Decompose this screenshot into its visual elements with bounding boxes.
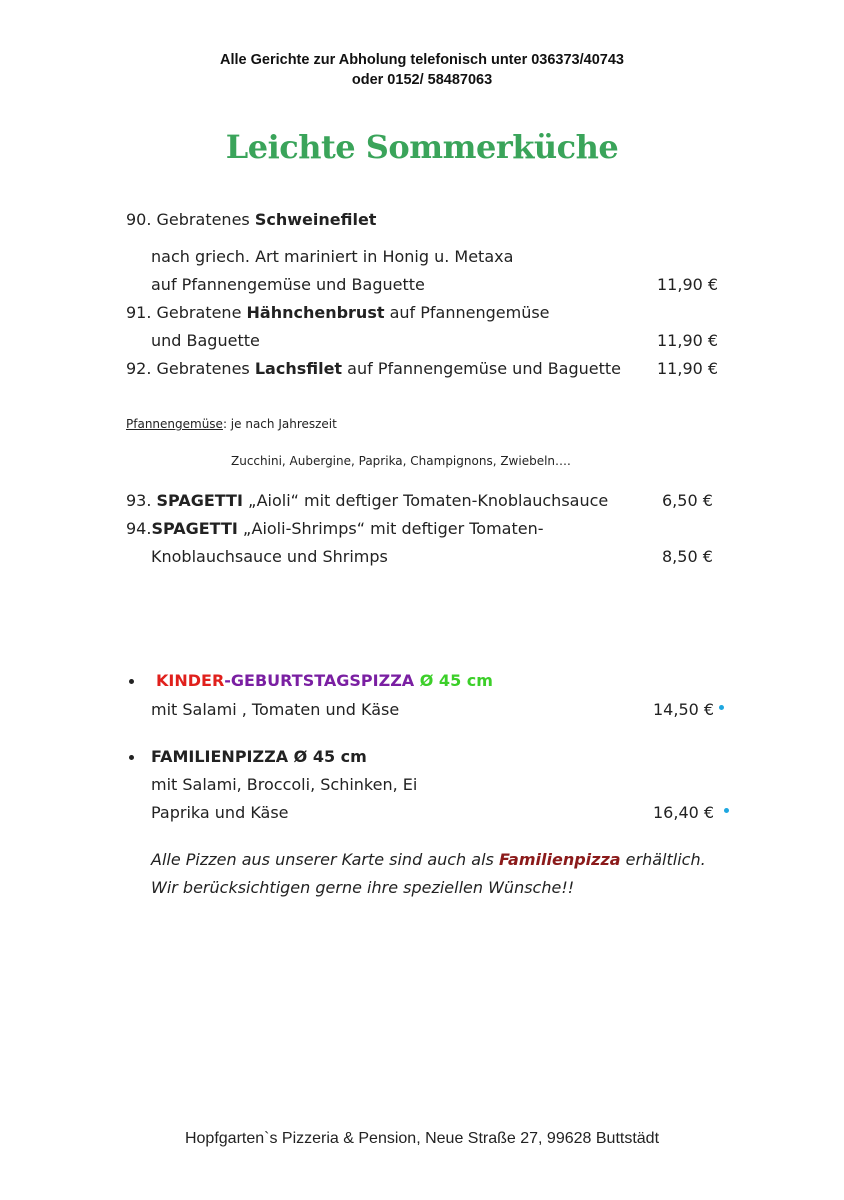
item-92-prefix: 92. Gebratenes: [126, 359, 255, 378]
item-93-suffix: „Aioli“ mit deftiger Tomaten-Knoblauchsauce: [242, 491, 609, 510]
item-90-desc-1: nach griech. Art mariniert in Honig u. Metaxa: [151, 247, 514, 266]
bullet-icon: [129, 755, 134, 760]
item-91-desc: und Baguette: [151, 331, 260, 350]
kinder-pizza-title: [156, 671, 493, 690]
item-92-price: 11,90 €: [657, 359, 719, 378]
family-pizza-desc-2: Paprika und Käse: [151, 803, 289, 822]
item-91-suffix: auf Pfannengemüse: [384, 303, 550, 322]
menu-item-92: [126, 359, 621, 378]
kinder-pizza-price: 14,50 €: [653, 700, 715, 719]
item-94-price: 8,50 €: [662, 547, 713, 566]
closing-line-1: [151, 850, 706, 869]
phone-line-1: Alle Gerichte zur Abholung telefonisch unter 036373/40743: [220, 52, 624, 68]
item-92-name: Lachsfilet: [254, 359, 343, 378]
item-93-prefix: 93.: [126, 491, 157, 510]
closing-line-1-prefix: Alle Pizzen aus unserer Karte sind auch als: [151, 850, 499, 869]
family-pizza-price: 16,40 €: [653, 803, 715, 822]
blue-dot-icon: [719, 705, 724, 710]
vegetable-list: Zucchini, Aubergine, Paprika, Champignons, Zwiebeln….: [231, 454, 571, 468]
item-91-name: Hähnchenbrust: [246, 303, 385, 322]
closing-line-1-suffix: erhältlich.: [620, 850, 706, 869]
vegetable-note: [126, 417, 337, 431]
closing-line-2: Wir berücksichtigen gerne ihre speziellen Wünsche!!: [151, 878, 575, 897]
phone-line-2: oder 0152/ 58487063: [351, 72, 493, 88]
menu-item-90: [126, 210, 376, 229]
item-94-desc: Knoblauchsauce und Shrimps: [151, 547, 388, 566]
blue-dot-icon: [724, 808, 729, 813]
kinder-pizza-title-size: Ø 45 cm: [414, 671, 493, 690]
item-91-price: 11,90 €: [657, 331, 719, 350]
menu-item-94: [126, 519, 544, 538]
item-94-name: SPAGETTI: [151, 519, 238, 538]
closing-familienpizza: Familienpizza: [498, 850, 621, 869]
item-94-suffix: „Aioli-Shrimps“ mit deftiger Tomaten-: [237, 519, 544, 538]
item-93-name: SPAGETTI: [156, 491, 243, 510]
menu-item-93: [126, 491, 608, 510]
menu-item-91: [126, 303, 550, 322]
item-94-prefix: 94.: [126, 519, 152, 538]
item-90-desc-2: auf Pfannengemüse und Baguette: [151, 275, 425, 294]
item-90-prefix: 90. Gebratenes: [126, 210, 255, 229]
kinder-pizza-title-red: KINDER: [156, 671, 225, 690]
bullet-icon: [129, 679, 134, 684]
item-90-price: 11,90 €: [657, 275, 719, 294]
item-90-name: Schweinefilet: [254, 210, 377, 229]
vegetable-note-text: : je nach Jahreszeit: [222, 417, 337, 431]
kinder-pizza-desc: mit Salami , Tomaten und Käse: [151, 700, 400, 719]
item-92-suffix: auf Pfannengemüse und Baguette: [342, 359, 622, 378]
item-91-prefix: 91. Gebratene: [126, 303, 247, 322]
family-pizza-desc-1: mit Salami, Broccoli, Schinken, Ei: [151, 775, 418, 794]
kinder-pizza-title-purple: -GEBURTSTAGSPIZZA: [224, 671, 415, 690]
page-title: Leichte Sommerküche: [225, 128, 619, 166]
family-pizza-title: FAMILIENPIZZA Ø 45 cm: [151, 747, 367, 766]
item-93-price: 6,50 €: [662, 491, 713, 510]
footer-address: Hopfgarten`s Pizzeria & Pension, Neue Straße 27, 99628 Buttstädt: [184, 1130, 660, 1147]
vegetable-note-label: Pfannengemüse: [126, 417, 223, 431]
